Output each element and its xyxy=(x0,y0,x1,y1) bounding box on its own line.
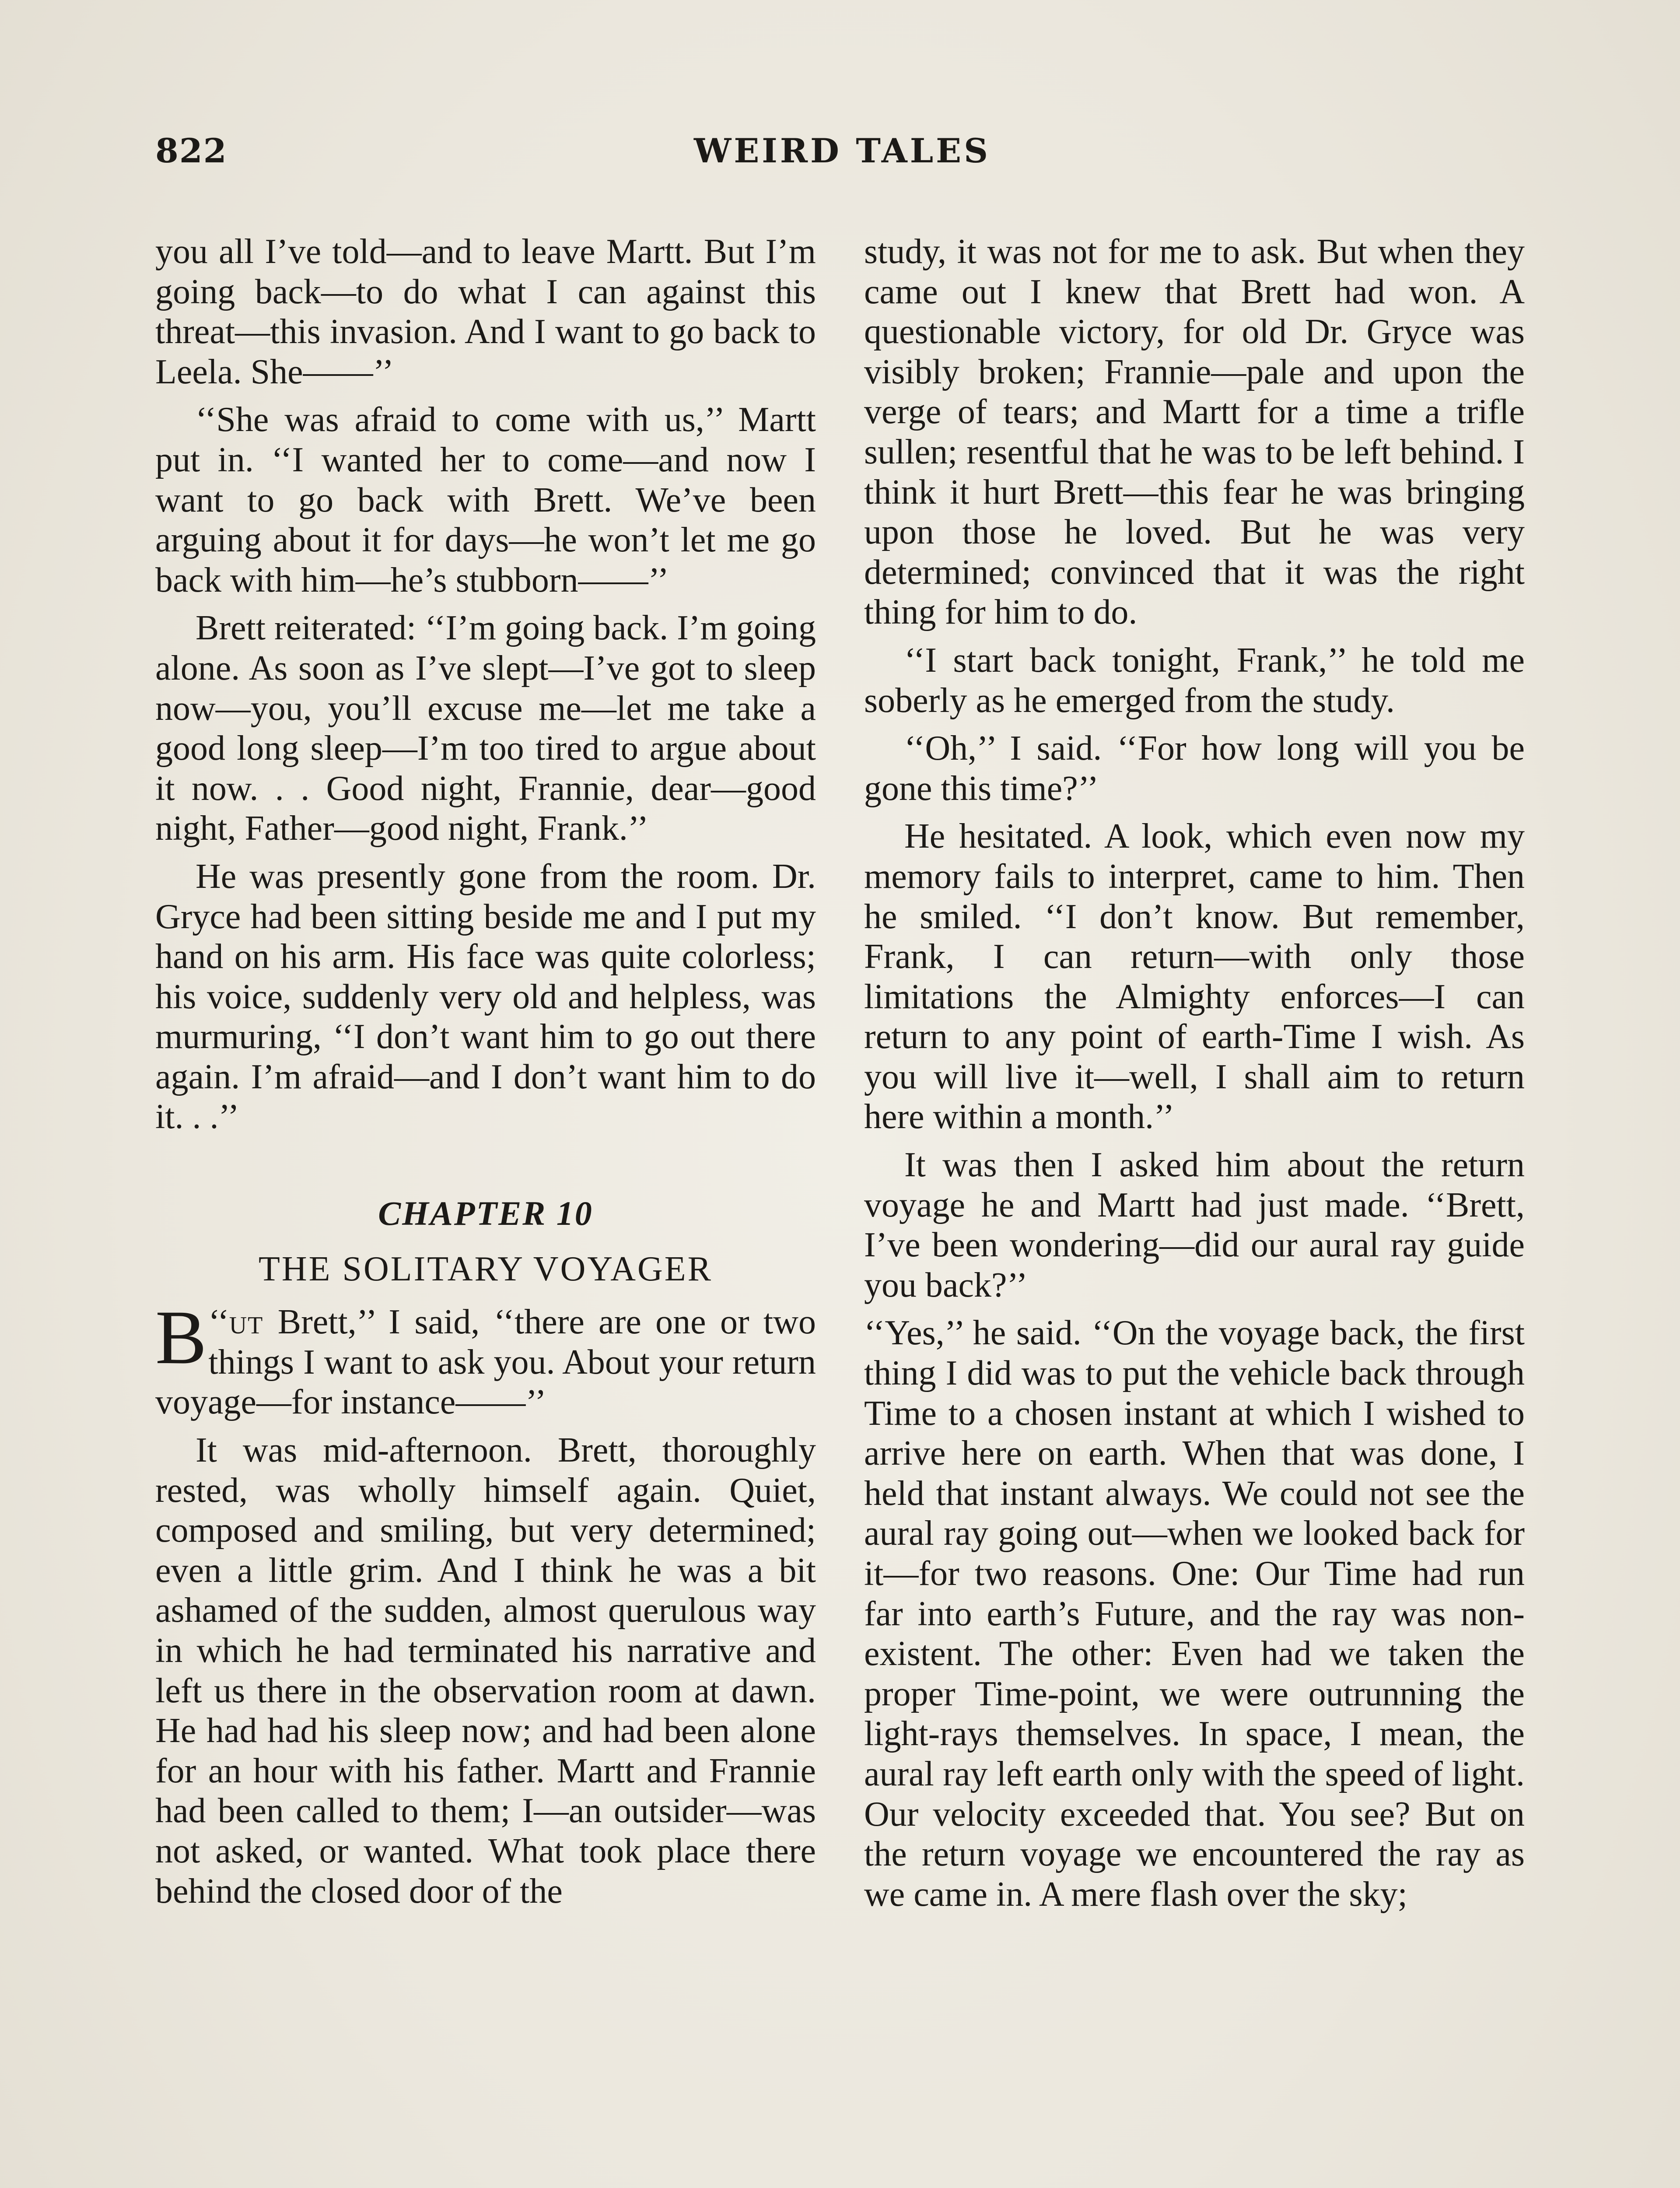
chapter-opening-paragraph xyxy=(155,1295,816,1423)
paragraph: ‘‘She was afraid to come with us,’’ Martt put in. ‘‘I wanted her to come—and now I want to go back with Brett. We’ve been arguing about it for days—he won’t let me go back with him—he’s stubborn——’’ xyxy=(155,400,816,600)
paragraph: Brett reiterated: ‘‘I’m going back. I’m going alone. As soon as I’ve slept—I’ve got to sleep now—you, you’ll excuse me—let me take a good long sleep—I’m too tired to argue about it now. . . Good night, Frannie, dear—good night, Father—good night, Frank.’’ xyxy=(155,609,816,848)
right-column xyxy=(864,232,1525,1922)
paragraph-text: Brett,’’ I said, ‘‘there are one or two things I want to ask you. About your return voyage—for instance——’’ xyxy=(155,1303,816,1422)
small-caps-text: ut xyxy=(229,1303,264,1342)
paragraph: He hesitated. A look, which even now my memory fails to interpret, came to him. Then he smiled. ‘‘I don’t know. But remember, Frank, I can return—with only those limitations the Almighty enforces—I can return to any point of earth-Time I wish. As you will live it—well, I shall aim to return here within a month.’’ xyxy=(864,817,1525,1136)
opening-quote: ‘‘ xyxy=(208,1303,229,1342)
paragraph: you all I’ve told—and to leave Martt. But I’m going back—to do what I can against this threat—this invasion. And I want to go back to Leela. She——’’ xyxy=(155,232,816,391)
left-column xyxy=(155,232,816,1919)
paragraph: ‘‘Oh,’’ I said. ‘‘For how long will you be gone this time?’’ xyxy=(864,729,1525,808)
paragraph: It was then I asked him about the return voyage he and Martt had just made. ‘‘Brett, I’ve been wondering—did our aural ray guide you back?’’ xyxy=(864,1146,1525,1304)
paragraph: ‘‘Yes,’’ he said. ‘‘On the voyage back, the first thing I did was to put the vehicle back through Time to a chosen instant at which I wished to arrive here on earth. When that was done, I held that instant always. We could not see the aural ray going out—when we looked back for it—for two reasons. One: Our Time had run far into earth’s Future, and the ray was non-existent. The other: Even had we taken the proper Time-point, we were outrunning the light-rays themselves. In space, I mean, the aural ray left earth only with the speed of light. Our velocity exceeded that. You see? But on the return voyage we encountered the ray as we came in. A mere flash over the sky; xyxy=(864,1314,1525,1914)
paragraph: study, it was not for me to ask. But when they came out I knew that Brett had won. A questionable victory, for old Dr. Gryce was visibly broken; Frannie—pale and upon the verge of tears; and Martt for a time a trifle sullen; resentful that he was to be left behind. I think it hurt Brett—this fear he was bringing upon those he loved. But he was very determined; convinced that it was the right thing for him to do. xyxy=(864,232,1525,632)
paragraph: He was presently gone from the room. Dr. Gryce had been sitting beside me and I put my hand on his arm. His face was quite colorless; his voice, suddenly very old and helpless, was murmuring, ‘‘I don’t want him to go out there again. I’m afraid—and I don’t want him to do it. . .’’ xyxy=(155,857,816,1136)
chapter-heading: CHAPTER 10 xyxy=(378,1194,593,1233)
page-number: 822 xyxy=(155,131,228,170)
paragraph: ‘‘I start back tonight, Frank,’’ he told me soberly as he emerged from the study. xyxy=(864,641,1525,720)
drop-cap: B xyxy=(155,1295,207,1381)
page-header xyxy=(155,131,1529,193)
paragraph: It was mid-afternoon. Brett, thoroughly rested, was wholly himself again. Quiet, composed and smiling, but very determined; even a little grim. And I think he was a bit ashamed of the sudden, almost querulous way in which he had terminated his narrative and left us there in the observation room at dawn. He had had his sleep now; and had been alone for an hour with his father. Martt and Frannie had been called to them; I—an outsider—was not asked, or wanted. What took place there behind the closed door of the xyxy=(155,1431,816,1911)
chapter-title: THE SOLITARY VOYAGER xyxy=(258,1249,713,1288)
running-head: WEIRD TALES xyxy=(694,131,990,170)
